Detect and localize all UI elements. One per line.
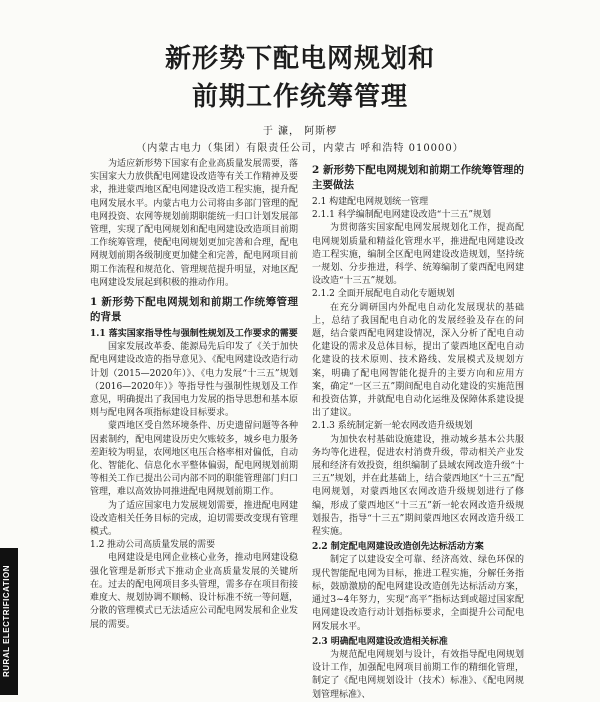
title-line-2: 前期工作统筹管理: [191, 82, 408, 112]
section-heading-1: 1 新形势下配电网规划和前期工作统筹管理的背景: [90, 296, 298, 324]
section-heading-2: 2 新形势下配电网规划和前期工作统筹管理的主要做法: [312, 164, 524, 191]
subsection-heading-2-1: 2.1 构建配电网规划统一管理: [312, 197, 429, 207]
body-paragraph: 为规范配电网规划与设计，有效指导配电网规划设计工作，加强配电网项目前期工作的精细化管理，制定了《配电网规划设计（技术）标准》、《配电网规划管理标准》、: [312, 649, 524, 700]
body-paragraph: 为贯彻落实国家配电网发展规划化工作，提高配电网规划质量和精益化管理水平，推进配电网建设改造工程实施，编制全区配电网建设改造规划，坚持统一规划、分步推进，科学、统筹编制了蒙西配电网建设改造“十三五”规划。: [312, 223, 524, 287]
title-line-1: 新形势下配电网规划和: [164, 44, 435, 74]
journal-side-tab: [0, 548, 18, 695]
journal-side-label: RURAL ELECTRIFICATION: [2, 565, 11, 678]
body-paragraph: 为了适应国家电力发展规划需要，推进配电网建设改造相关任务目标的完成，迫切需要改变现有管理模式。: [90, 500, 298, 538]
affiliation: （内蒙古电力（集团）有限责任公司，内蒙古 呼和浩特 010000）: [136, 143, 464, 154]
body-paragraph: 电网建设是电网企业核心业务，推动电网建设稳强化管理是新形式下推动企业高质量发展的关键所在。过去的配电网项目多头管理，需多存在项目衔接难度大、规划协调不顺畅、设计标准不统一等问题，分散的管理模式已无法适应公司配电网发展和企业发展的需要。: [90, 553, 298, 630]
subsection-heading-2-3: 2.3 明确配电网建设改造相关标准: [312, 636, 448, 647]
subsection-heading-2-1-2: 2.1.2 全面开展配电自动化专题规划: [312, 289, 455, 300]
intro-paragraph: 为适应新形势下国家有企业高质量发展需要，落实国家大力放供配电网建设改造等有关工作精神及要求，推进蒙西地区配电网建设改造工程实施，提升配电网发展水平。内蒙古电力公司将由多部门管理的配电网投资、农网等规划前期职能统一归口计划发展部管理，实现了配电网规划和配电网建设改造项目前期工作统筹管理，使配电网规划更加完善和合理，配电网规划前期各级制度更加健全和完善，配电网项目前期工作流程和规范化、管理规范提升明显，对地区配电网建设发展起到积极的推动作用。: [90, 159, 298, 288]
body-paragraph: 国家发展改革委、能源局先后印发了《关于加快配电网建设改造的指导意见》、《配电网建设改造行动计划（2015—2020年）》、《电力发展“十三五”规划（2016—2020年）》等指导性与强制性规划及工作意见，明确提出了我国电力发展的指导思想和基本原则与配电网各项指标建设目标要求。: [90, 342, 298, 419]
subsection-heading-2-2: 2.2 制定配电网建设改造创先达标活动方案: [312, 542, 484, 553]
authors: 于 濂， 阿斯椤: [262, 126, 338, 137]
body-paragraph: 制定了以建设安全可靠、经济高效、绿色环保的现代智能配电网为目标，推进工程实施，分解任务指标，鼓励激励的配电网建设改造创先达标活动方案，通过3~4年努力，实现“高平”指标达到或超过国家配电网建设改造行动计划指标要求，全面提升公司配电网发展水平。: [312, 555, 524, 632]
subsection-heading-2-1-3: 2.1.3 系统制定新一轮农网改造升级规划: [312, 421, 473, 432]
subsection-heading-1-1: 1.1 落实国家指导性与强制性规划及工作要求的需要: [90, 329, 298, 340]
body-paragraph: 为加快农村基础设施建设，推动城乡基本公共服务均等化进程，促进农村消费升级，带动相关产业发展和经济有效投资，组织编制了县域农网改造升级“十三五”规划，并在此基础上，结合蒙西地区“十三五”配电网规划，对蒙西地区农网改造升级规划进行了修编，形成了蒙西地区“十三五”新一轮农网改造升级规划报告，指导“十三五”期间蒙西地区农网改造升级工程实施。: [312, 434, 524, 538]
title-block: [0, 40, 600, 154]
subsection-heading-1-2: 1.2 推动公司高质量发展的需要: [90, 540, 216, 551]
right-column: [312, 158, 524, 702]
left-column: [90, 158, 298, 632]
subsection-heading-2-1-1: 2.1.1 科学编制配电网建设改造“十三五”规划: [312, 210, 491, 221]
body-paragraph: 蒙西地区受自然环境条件、历史遗留问题等各种因素制约，配电网建设历史欠账较多，城乡电力服务差距较为明显，农网地区电压合格率相对偏低，自动化、智能化、信息化水平整体偏弱，配电网规划前期等相关工作已提出公司内部不同的职能管理部门归口管理，难以高效协同推进配电网规划前期工作。: [90, 421, 298, 498]
body-paragraph: 在充分调研国内外配电自动化发展现状的基础上，总结了我国配电自动化的发展经验及存在的问题，结合蒙西配电网建设情况，深入分析了配电自动化建设的需求及总体目标，提出了蒙西地区配电自动化建设的技术原则、技术路线、发展模式及规划方案，明确了配电网智能化提升的主要方向和应用方案，确定“一区三五”期间配电自动化建设的实施范围和投资估算，并就配电自动化运维及保障体系建设提出了建议。: [312, 302, 524, 419]
